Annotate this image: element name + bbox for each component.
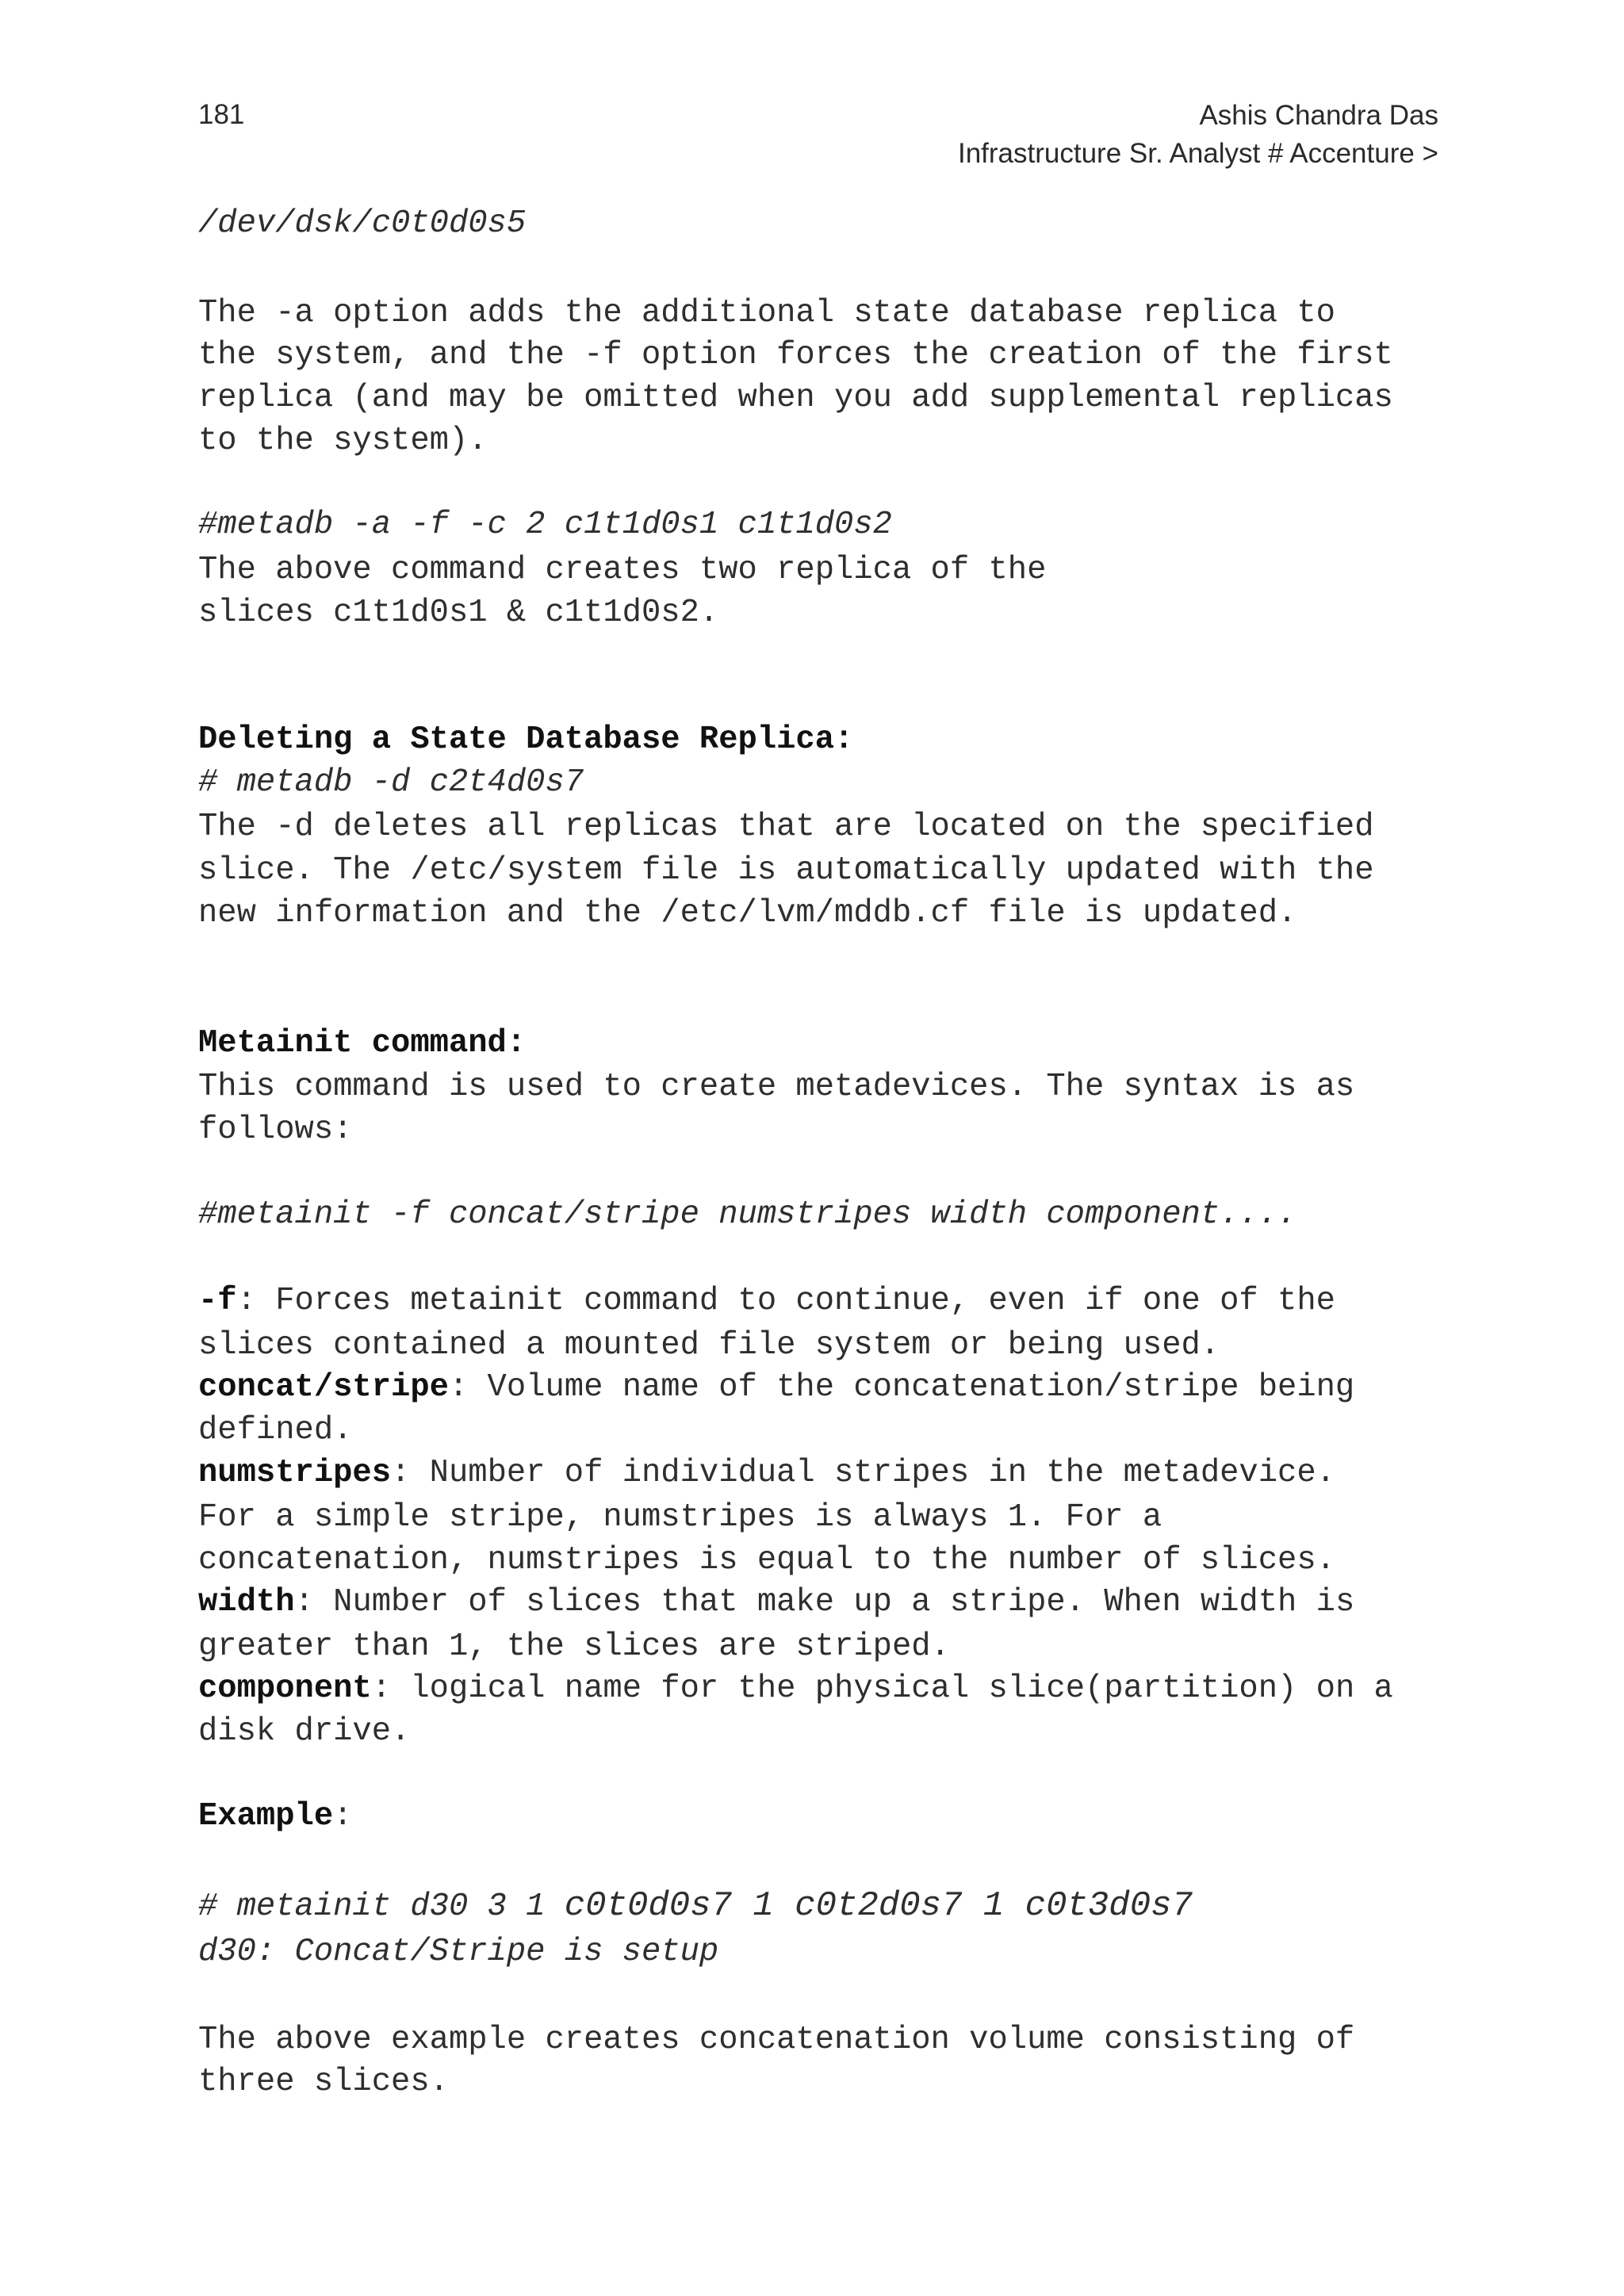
paragraph-line: This command is used to create metadevices. The syntax is as — [198, 1069, 1355, 1105]
paragraph-line: The above example creates concatenation volume consisting of — [198, 2022, 1355, 2058]
option-description: : logical name for the physical slice(partition) on a — [371, 1670, 1393, 1707]
device-path: /dev/dsk/c0t0d0s5 — [198, 205, 527, 242]
paragraph-line: to the system). — [198, 423, 488, 459]
option-numstripes — [198, 1453, 1335, 1493]
example-heading-colon: : — [333, 1798, 353, 1835]
option-term: concat/stripe — [198, 1369, 449, 1406]
paragraph-line: slice. The /etc/system file is automatically updated with the — [198, 852, 1374, 889]
option-concat-stripe — [198, 1368, 1354, 1407]
paragraph-line: The -a option adds the additional state database replica to — [198, 295, 1335, 331]
option-component — [198, 1669, 1393, 1709]
example-heading-text: Example — [198, 1798, 334, 1835]
author-name: Ashis Chandra Das — [1199, 100, 1438, 131]
section-heading-example — [198, 1797, 352, 1836]
paragraph-line: disk drive. — [198, 1713, 411, 1750]
metainit-syntax: #metainit -f concat/stripe numstripes width component.... — [198, 1196, 1297, 1233]
page-number: 181 — [198, 99, 245, 130]
option-term: width — [198, 1584, 295, 1621]
option-term: -f — [198, 1283, 237, 1319]
paragraph-line: The -d deletes all replicas that are located on the specified — [198, 809, 1374, 845]
paragraph-line: defined. — [198, 1412, 353, 1448]
author-affiliation: Infrastructure Sr. Analyst # Accenture > — [957, 138, 1438, 169]
example-output: d30: Concat/Stripe is setup — [198, 1934, 719, 1970]
option-description: : Forces metainit command to continue, even if one of the — [236, 1283, 1335, 1319]
paragraph-line: follows: — [198, 1112, 353, 1148]
option-description: : Volume name of the concatenation/stripe being — [448, 1369, 1355, 1406]
paragraph-line: concatenation, numstripes is equal to the number of slices. — [198, 1542, 1335, 1578]
example-command-slices: c0t0d0s7 1 c0t2d0s7 1 c0t3d0s7 — [564, 1886, 1193, 1926]
section-heading-metainit: Metainit command: — [198, 1025, 527, 1062]
paragraph-line: three slices. — [198, 2064, 449, 2100]
paragraph-line: The above command creates two replica of the — [198, 552, 1047, 588]
option-width — [198, 1582, 1354, 1622]
paragraph-line: replica (and may be omitted when you add supplemental replicas — [198, 380, 1393, 416]
option-f — [198, 1281, 1335, 1321]
option-term: numstripes — [198, 1455, 392, 1491]
paragraph-line: slices contained a mounted file system or being used. — [198, 1327, 1220, 1364]
command-metadb-delete: # metadb -d c2t4d0s7 — [198, 764, 584, 801]
option-term: component — [198, 1670, 372, 1707]
option-description: : Number of slices that make up a stripe. When width is — [294, 1584, 1355, 1621]
paragraph-line: greater than 1, the slices are striped. — [198, 1628, 950, 1665]
paragraph-line: new information and the /etc/lvm/mddb.cf file is updated. — [198, 895, 1297, 932]
example-command-prefix: # metainit d30 3 1 — [198, 1888, 565, 1925]
running-head — [958, 97, 1438, 173]
command-metadb-add: #metadb -a -f -c 2 c1t1d0s1 c1t1d0s2 — [198, 507, 892, 543]
example-command — [198, 1886, 1193, 1927]
paragraph-line: slices c1t1d0s1 & c1t1d0s2. — [198, 595, 719, 631]
section-heading-delete: Deleting a State Database Replica: — [198, 721, 854, 758]
paragraph-line: For a simple stripe, numstripes is always 1. For a — [198, 1499, 1162, 1536]
paragraph-line: the system, and the -f option forces the creation of the first — [198, 337, 1393, 373]
option-description: : Number of individual stripes in the metadevice. — [391, 1455, 1335, 1491]
